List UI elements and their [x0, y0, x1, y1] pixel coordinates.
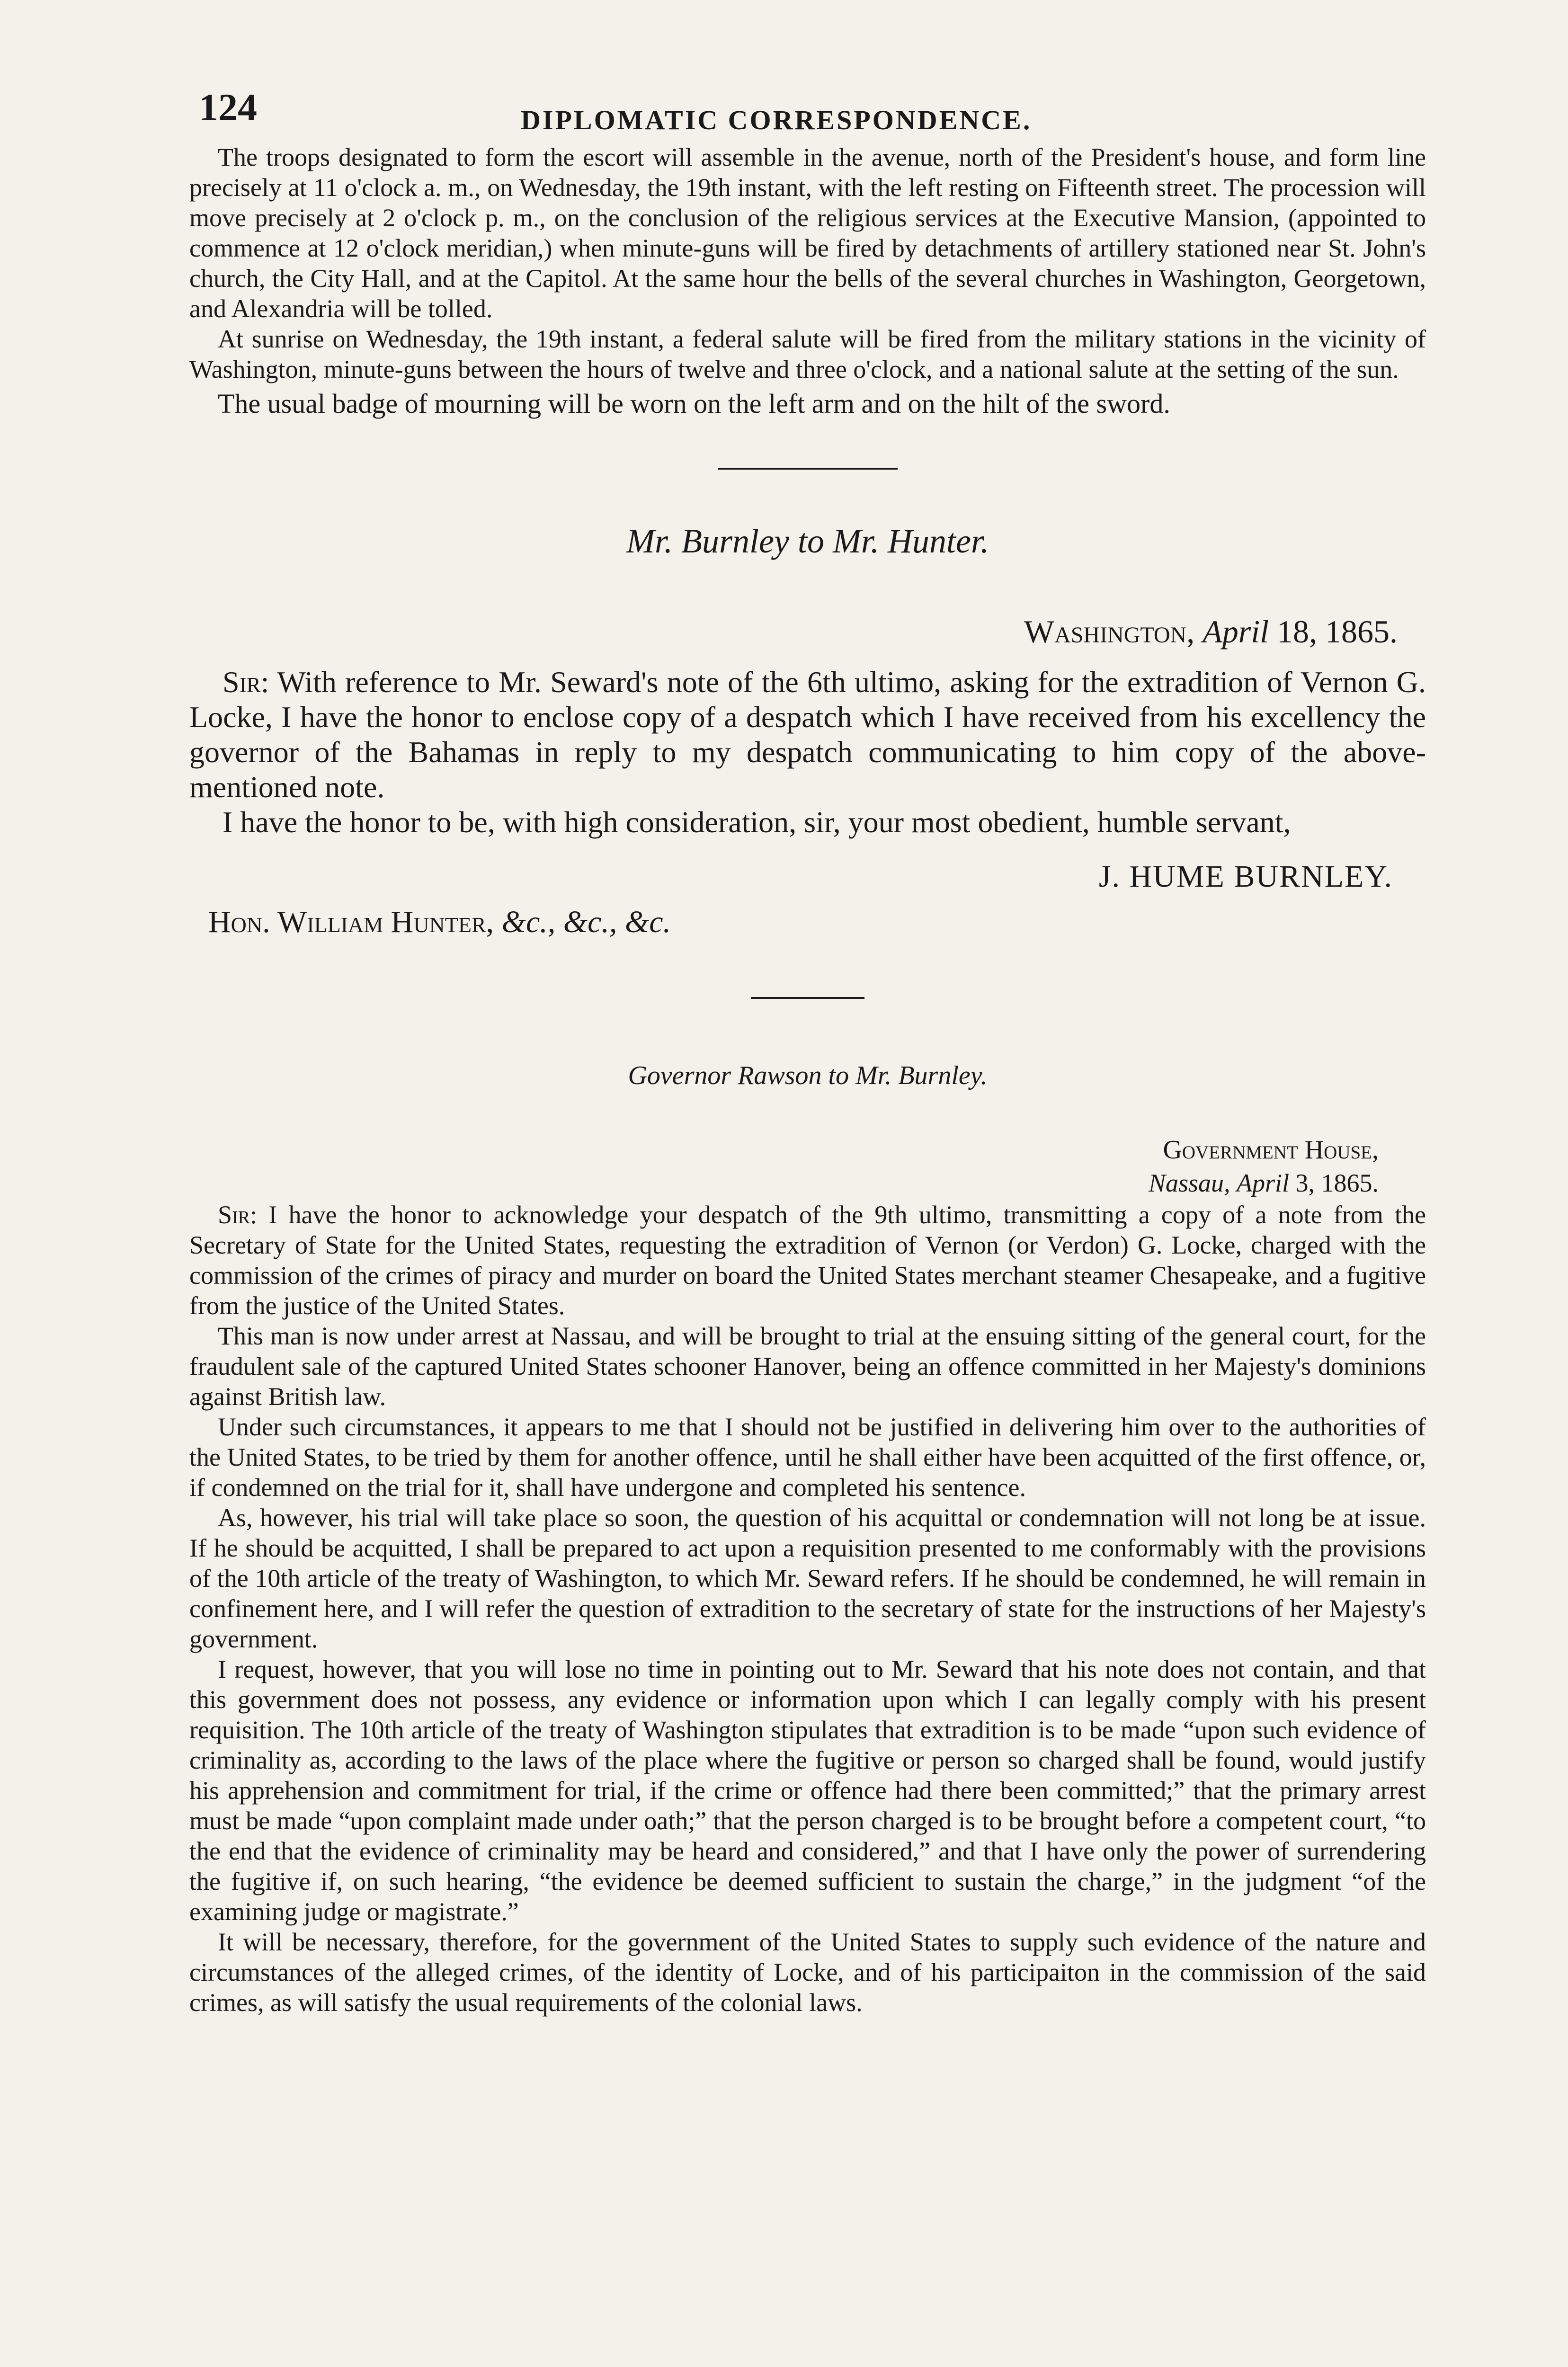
dateline-month: April [1203, 614, 1269, 650]
dateline-day-year: 18, 1865. [1277, 614, 1398, 650]
page-number: 124 [199, 86, 257, 129]
letter-paragraph-text: I have the honor to acknowledge your despatch of the 9th ultimo, transmitting a copy of a note from the Secretary of State for the United States, requesting the extradition of Vernon (or Verdon) G. Locke, charged with the commission of the crimes of piracy and murder on board the United States merchant steamer Chesapeake, and a fugitive from the justice of the United States. [189, 1201, 1426, 1320]
letter-title: Mr. Burnley to Mr. Hunter. [626, 522, 989, 560]
letter-paragraph: As, however, his trial will take place so soon, the question of his acquittal or condemnation will not long be at issue. If he should be acquitted, I shall be prepared to act upon a requisition presented to me conformably with the provisions of the 10th article of the treaty of Washington, to which Mr. Seward refers. If he should be condemned, he will remain in confinement here, and I will refer the question of extradition to the secretary of state for the instructions of her Majesty's government. [189, 1504, 1426, 1653]
letter-paragraph: I have the honor to be, with high consideration, sir, your most obedient, humble servant, [223, 805, 1291, 839]
running-title: DIPLOMATIC CORRESPONDENCE. [521, 105, 1032, 135]
letter-burnley [189, 522, 1426, 940]
letter-paragraph: I request, however, that you will lose no time in pointing out to Mr. Seward that his note does not contain, and that this government does not possess, any evidence or information upon which I can legally comply with his present requisition. The 10th article of the treaty of Washington stipulates that extradition is to be made “upon such evidence of criminality as, according to the laws of the place where the fugitive or person so charged shall be found, would justify his apprehension and commitment for trial, if the crime or offence had there been committed;” that the primary arrest must be made “upon complaint made under oath;” that the person charged is to be brought before a competent court, “to the end that the evidence of criminality may be heard and considered,” and that I have only the power of surrendering the fugitive if, on such hearing, “the evidence be deemed sufficient to sustain the charge,” in the judgment “of the examining judge or magistrate.” [189, 1655, 1426, 1926]
salutation: Sir: [223, 665, 269, 699]
letter-paragraph-text: With reference to Mr. Seward's note of the 6th ultimo, asking for the extradition of Vernon G. Locke, I have the honor to enclose copy of a despatch which I have received from his excellency the governor of the Bahamas in reply to my despatch communicating to him copy of the above-mentioned note. [189, 665, 1426, 804]
addressee [189, 904, 1426, 940]
letter-paragraph: It will be necessary, therefore, for the government of the United States to supply such evidence of the nature and circumstances of the alleged crimes, of the identity of Locke, and of his participaiton in the commission of the said crimes, as will satisfy the usual requirements of the colonial laws. [189, 1928, 1426, 2017]
dateline-place: Washington, [1024, 614, 1195, 650]
order-paragraph: The troops designated to form the escort will assemble in the avenue, north of the President's house, and form line precisely at 11 o'clock a. m., on Wednesday, the 19th instant, with the left resting on Fifteenth street. The procession will move precisely at 2 o'clock p. m., on the conclusion of the religious services at the Executive Mansion, (appointed to commence at 12 o'clock meridian,) when minute-guns will be fired by detachments of artillery stationed near St. John's church, the City Hall, and at the Capitol. At the same hour the bells of the several churches in Washington, Georgetown, and Alexandria will be tolled. [189, 143, 1426, 323]
dateline-place: Nassau, [1148, 1169, 1230, 1197]
letter-paragraph: Under such circumstances, it appears to me that I should not be justified in delivering him over to the authorities of the United States, to be tried by them for another offence, until he shall either have been acquitted of the first offence, or, if condemned on the trial for it, shall have undergone and completed his sentence. [189, 1413, 1426, 1502]
salutation: Sir: [218, 1201, 258, 1229]
signature: J. HUME BURNLEY. [1098, 859, 1393, 894]
section-divider [751, 997, 864, 999]
order-section [189, 142, 1426, 420]
dateline-house: Government House, [1163, 1135, 1379, 1165]
dateline-month: April [1236, 1169, 1289, 1197]
dateline [189, 1133, 1426, 1200]
dateline-day-year: 3, 1865. [1295, 1169, 1379, 1197]
dateline [189, 613, 1426, 650]
letter-paragraph: This man is now under arrest at Nassau, and will be brought to trial at the ensuing sitting of the general court, for the fraudulent sale of the captured United States schooner Hanover, being an offence committed in her Majesty's dominions against British law. [189, 1322, 1426, 1411]
running-head [189, 80, 1426, 142]
letter-body [189, 665, 1426, 840]
letter-title: Governor Rawson to Mr. Burnley. [628, 1061, 988, 1090]
addressee-name: Hon. William Hunter, [208, 905, 494, 939]
order-paragraph: The usual badge of mourning will be worn on the left arm and on the hilt of the sword. [218, 388, 1170, 419]
addressee-etc: &c., &c., &c. [501, 905, 671, 939]
order-paragraph: At sunrise on Wednesday, the 19th instant, a federal salute will be fired from the military stations in the vicinity of Washington, minute-guns between the hours of twelve and three o'clock, and a national salute at the setting of the sun. [189, 325, 1426, 383]
letter-body [189, 1200, 1426, 2018]
letter-rawson [189, 1060, 1426, 2018]
letter-paragraph [189, 665, 1426, 805]
letter-paragraph [189, 1200, 1426, 1321]
section-divider [718, 468, 898, 470]
